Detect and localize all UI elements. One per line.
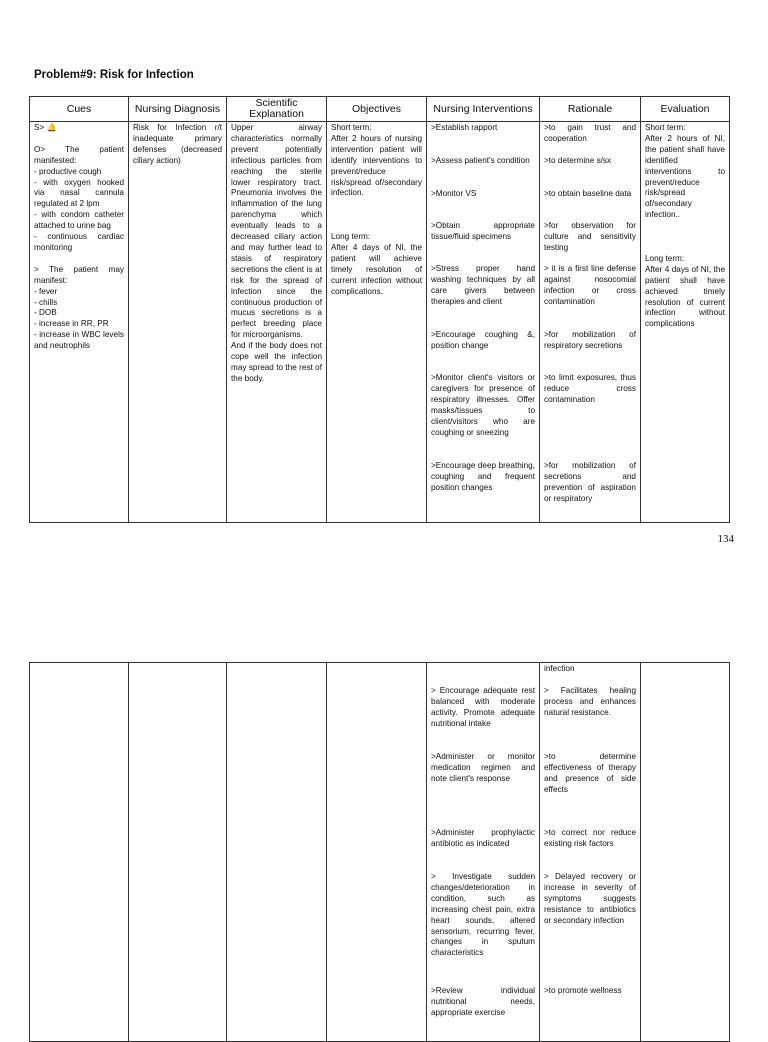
intervention-item: >Review individual nutritional needs, appropriate exercise (431, 986, 535, 1017)
page-title: Problem#9: Risk for Infection (34, 69, 194, 81)
intervention-item: > Investigate sudden changes/deterioration in condition, such as increasing chest pain, extra heart sounds, altered sensorium, recurring fever, changes in sputum characteristics (431, 872, 535, 958)
evaluation-text: Short term: After 2 hours of NI, the patient shall have identified interventions to prevent/reduce risk/spread of/secondary infection.. Long term: After 4 days of NI, the patient shall have achieved timely resolution of current infection without complications (645, 123, 725, 329)
cues-cell (30, 663, 129, 1042)
rationale-cell (540, 663, 641, 1042)
care-plan-table-continued (29, 662, 730, 1042)
header-nursing-interventions: Nursing Interventions (427, 97, 540, 122)
rationale-item: >to determine effectiveness of therapy and presence of side effects (544, 752, 636, 794)
intervention-item: >Monitor client's visitors or caregivers for presence of respiratory illnesses. Offer masks/tissues to client/visitors who are coughing or sneezing (431, 373, 535, 437)
rationale-item: >to gain trust and cooperation (544, 123, 636, 143)
rationale-item: > Delayed recovery or increase in severity of symptoms suggests resistance to antibiotics or secondary infection (544, 872, 636, 925)
table-header-row (30, 97, 730, 122)
rationale-item: >for mobilization of respiratory secretions (544, 330, 636, 350)
intervention-item: > Encourage adequate rest balanced with moderate activity. Promote adequate nutritional intake (431, 686, 535, 728)
cues-cell (30, 122, 129, 523)
rationale-cell (540, 122, 641, 523)
rationale-item: > Facilitates healing process and enhances natural resistance. (544, 686, 636, 717)
header-rationale: Rationale (540, 97, 641, 122)
header-scientific-explanation: Scientific Explanation (227, 97, 327, 122)
rationale-item: >to limit exposures, thus reduce cross contamination (544, 373, 636, 404)
objectives-text: Short term: After 2 hours of nursing intervention patient will identify interventions to prevent/reduce risk/spread of/secondary infection. Long term: After 4 days of NI, the patient will achieve timely resolution of current infection without complications. (331, 123, 422, 296)
cues-text: S> 🔔 O> The patient manifested: - productive cough - with oxygen hooked via nasal cannula regulated at 2 lpm - with condom catheter attached to urine bag - continuous cardiac monitoring > The patient may manifest: - fever - chills - DOB - increase in RR, PR - increase in WBC levels and neutrophils (34, 123, 124, 351)
intervention-item: >Encourage coughing &, position change (431, 330, 535, 350)
rationale-item: >for mobilization of secretions and prevention of aspiration or respiratory (544, 461, 636, 503)
explanation-cell (227, 663, 327, 1042)
rationale-item: infection (544, 664, 575, 673)
intervention-item: >Administer or monitor medication regimen and note client's response (431, 752, 535, 783)
rationale-item: >to correct nor reduce existing risk factors (544, 828, 636, 848)
explanation-cell (227, 122, 327, 523)
care-plan-table (29, 96, 730, 523)
rationale-item: > it is a first line defense against nosocomial infection or cross contamination (544, 264, 636, 306)
explanation-text: Upper airway characteristics normally prevent potentially infectious particles from reaching the sterile lower respiratory tract. Pneumonia involves the inflammation of the lung parenchyma which eventually leads to a decreased ciliary action and may further lead to stasis of respiratory secretions the client is at risk for the spread of infection since the continuous production of mucus secretions is a perfect breeding place for microorganisms. And if the body does not cope well the infection may spread to the rest of the body. (231, 123, 322, 383)
table-row (30, 663, 730, 1042)
page-number: 134 (717, 533, 734, 545)
rationale-item: >to obtain baseline data (544, 189, 632, 198)
rationale-item: >to promote wellness (544, 986, 622, 995)
intervention-item: >Encourage deep breathing, coughing and frequent position changes (431, 461, 535, 492)
objectives-cell (327, 122, 427, 523)
header-nursing-diagnosis: Nursing Diagnosis (129, 97, 227, 122)
header-objectives: Objectives (327, 97, 427, 122)
rationale-item: >for observation for culture and sensitivity testing (544, 221, 636, 252)
interventions-cell (427, 663, 540, 1042)
intervention-item: >Assess patient's condition (431, 156, 530, 165)
intervention-item: >Administer prophylactic antibiotic as indicated (431, 828, 535, 848)
intervention-item: >Stress proper hand washing techniques by all care givers between therapies and client (431, 264, 535, 306)
evaluation-cell (641, 122, 730, 523)
diagnosis-cell (129, 122, 227, 523)
objectives-cell (327, 663, 427, 1042)
header-evaluation: Evaluation (641, 97, 730, 122)
diagnosis-text: Risk for Infection r/t inadequate primary defenses (decreased ciliary action) (133, 123, 222, 165)
intervention-item: >Monitor VS (431, 189, 477, 198)
header-cues: Cues (30, 97, 129, 122)
diagnosis-cell (129, 663, 227, 1042)
intervention-item: >Obtain appropriate tissue/fluid specimens (431, 221, 535, 241)
evaluation-cell (641, 663, 730, 1042)
interventions-cell (427, 122, 540, 523)
intervention-item: >Establish rapport (431, 123, 498, 132)
table-row (30, 122, 730, 523)
rationale-item: >to determine s/sx (544, 156, 612, 165)
